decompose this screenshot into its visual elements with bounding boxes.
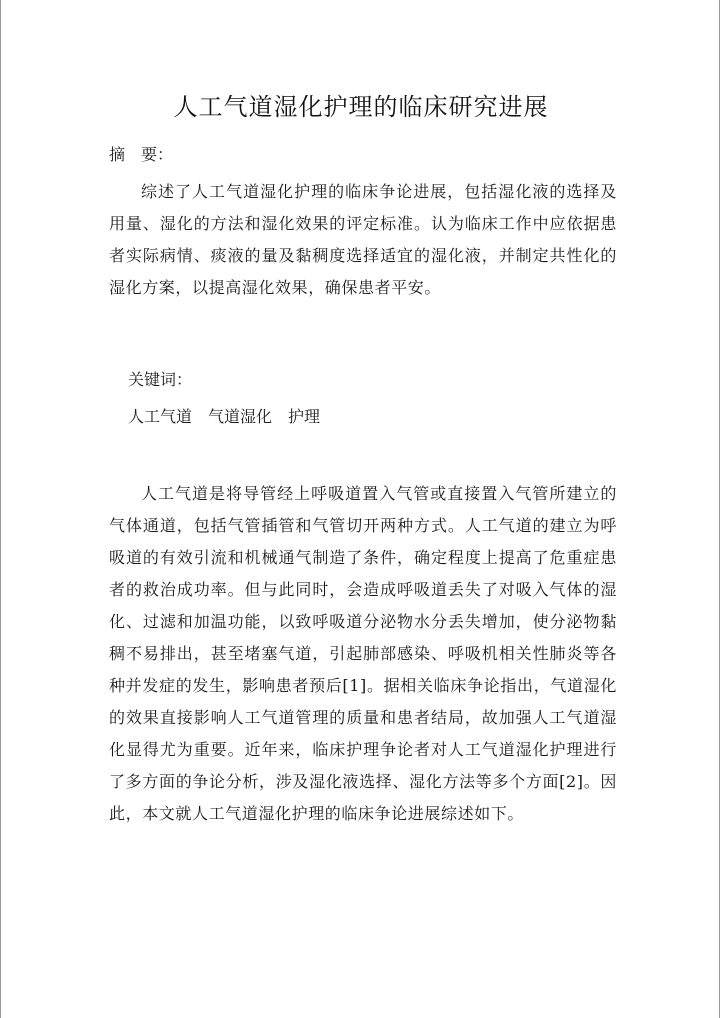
keywords-label: 关键词： xyxy=(128,370,193,389)
keywords-text: 人工气道 气道湿化 护理 xyxy=(128,407,321,426)
document-title: 人工气道湿化护理的临床研究进展 xyxy=(173,93,549,121)
abstract-label: 摘 要： xyxy=(109,145,174,164)
abstract-text: 综述了人工气道湿化护理的临床争论进展，包括湿化液的选择及用量、湿化的方法和湿化效果的评定标准。认为临床工作中应依据患者实际病情、痰液的量及黏稠度选择适宜的湿化液，并制定共性化的湿化方案，以提高湿化效果，确保患者平安。 xyxy=(109,182,617,297)
introduction-paragraph: 人工气道是将导管经上呼吸道置入气管或直接置入气管所建立的气体通道，包括气管插管和气管切开两种方式。人工气道的建立为呼吸道的有效引流和机械通气制造了条件，确定程度上提高了危重症患者的救治成功率。但与此同时，会造成呼吸道丢失了对吸入气体的湿化、过滤和加温功能，以致呼吸道分泌物水分丢失增加，使分泌物黏稠不易排出，甚至堵塞气道，引起肺部感染、呼吸机相关性肺炎等各种并发症的发生，影响患者预后[1]。据相关临床争论指出，气道湿化的效果直接影响人工气道管理的质量和患者结局，故加强人工气道湿化显得尤为重要。近年来，临床护理争论者对人工气道湿化护理进行了多方面的争论分析，涉及湿化液选择、湿化方法等多个方面[2]。因此，本文就人工气道湿化护理的临床争论进展综述如下。 xyxy=(109,484,617,823)
